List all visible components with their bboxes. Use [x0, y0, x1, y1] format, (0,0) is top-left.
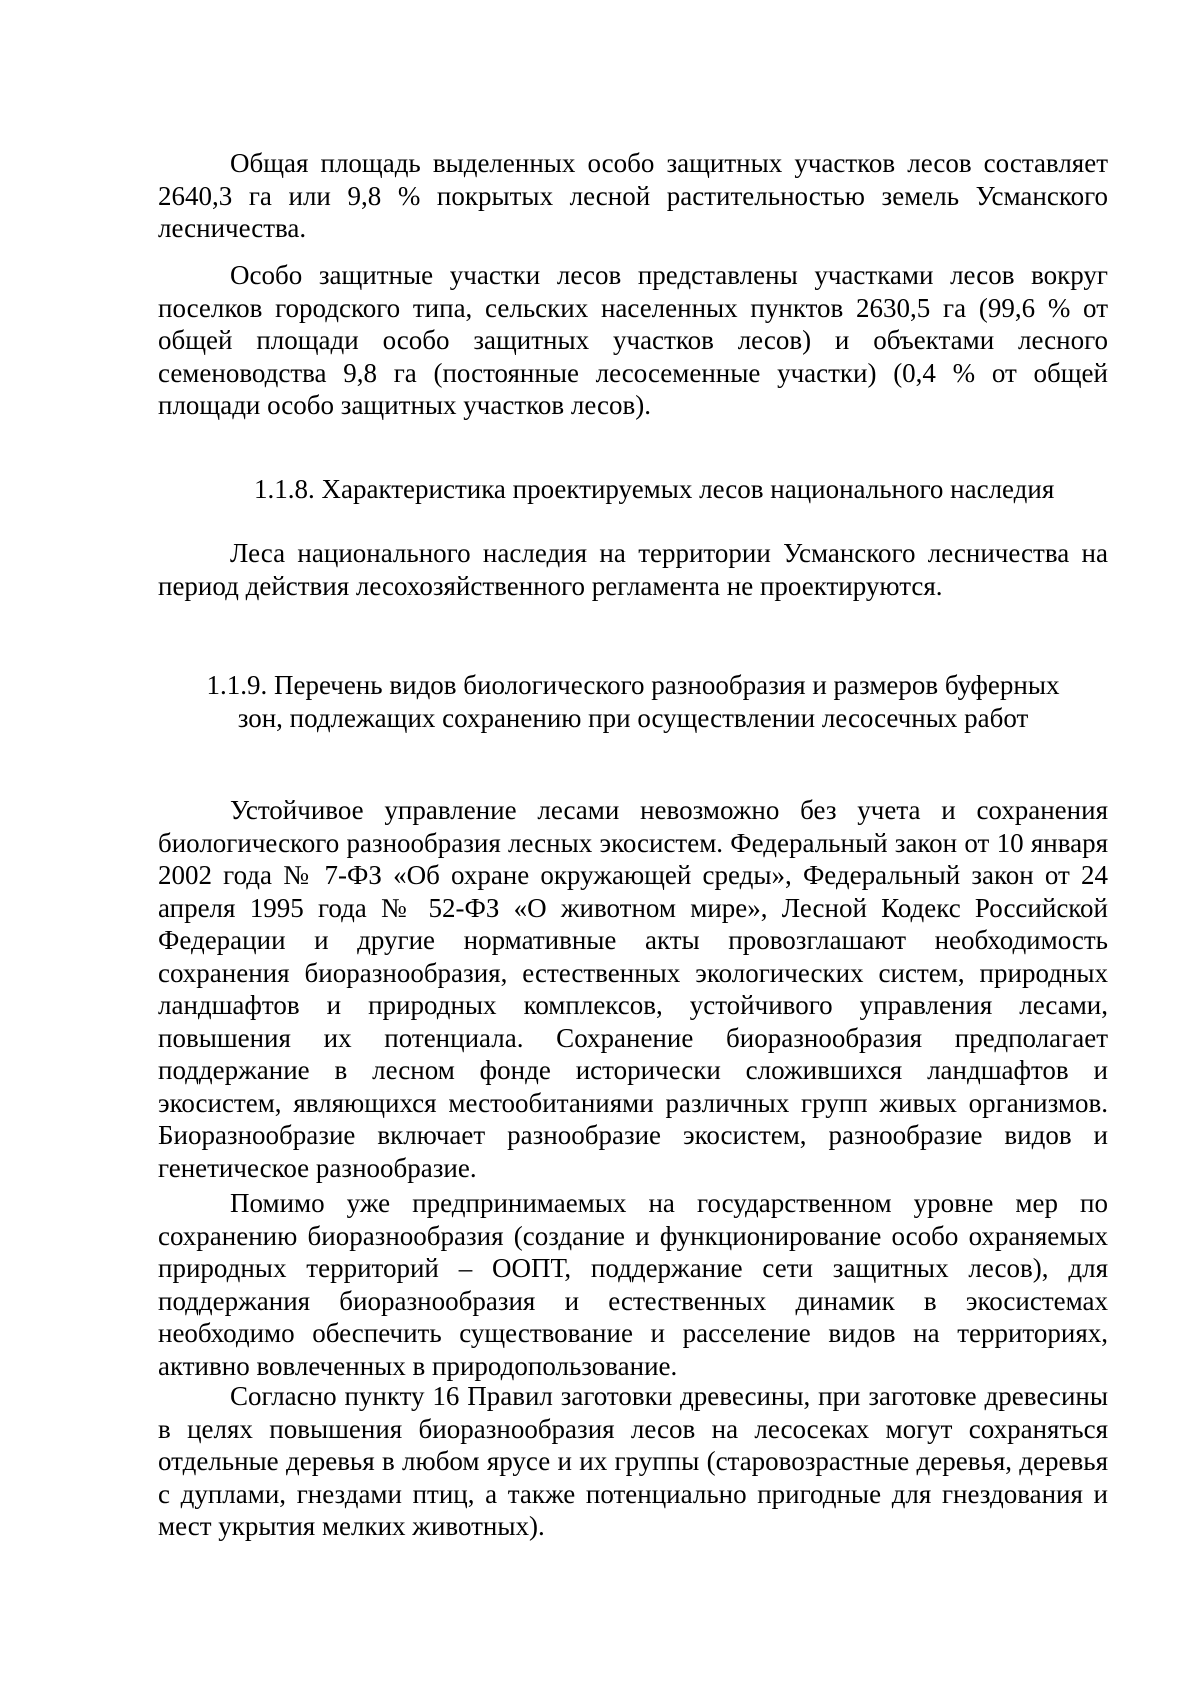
- paragraph-biodiversity-management: Устойчивое управление лесами невозможно без учета и сохранения биологического разнообразия лесных экосистем. Федеральный закон от 10 января 2002 года № 7-ФЗ «Об охране окружающей среды», Федеральный закон от 24 апреля 1995 года № 52-ФЗ «О животном мире», Лесной Кодекс Российской Федерации и другие нормативные акты провозглашают необходимость сохранения биоразнообразия, естественных экологических систем, природных ландшафтов и природных комплексов, устойчивого управления лесами, повышения их потенциала. Сохранение биоразнообразия предполагает поддержание в лесном фонде исторически сложившихся ландшафтов и экосистем, являющихся местообитаниями различных групп живых организмов. Биоразнообразие включает разнообразие экосистем, разнообразие видов и генетическое разнообразие.: [158, 795, 1108, 1183]
- paragraph-timber-harvest-rules: Согласно пункту 16 Правил заготовки древесины, при заготовке древесины в целях повышения биоразнообразия лесов на лесосеках могут сохраняться отдельные деревья в любом ярусе и их группы (старовозрастные деревья, деревья с дуплами, гнездами птиц, а также потенциально пригодные для гнездования и мест укрытия мелких животных).: [158, 1381, 1108, 1541]
- section-heading-1-1-9: 1.1.9. Перечень видов биологического разнообразия и размеров буферных зон, подлежащих сохранению при осуществлении лесосечных работ: [206, 670, 1060, 733]
- paragraph-national-heritage-forests: Леса национального наследия на территории Усманского лесничества на период действия лесохозяйственного регламента не проектируются.: [158, 538, 1108, 601]
- section-heading-1-1-8: 1.1.8. Характеристика проектируемых лесов национального наследия: [254, 474, 1055, 504]
- paragraph-protective-area-total: Общая площадь выделенных особо защитных участков лесов составляет 2640,3 га или 9,8 % покрытых лесной растительностью земель Усманского лесничества.: [158, 148, 1108, 243]
- paragraph-protective-area-composition: Особо защитные участки лесов представлены участками лесов вокруг поселков городского типа, сельских населенных пунктов 2630,5 га (99,6 % от общей площади особо защитных участков лесов) и объектами лесного семеноводства 9,8 га (постоянные лесосеменные участки) (0,4 % от общей площади особо защитных участков лесов).: [158, 260, 1108, 420]
- paragraph-biodiversity-measures: Помимо уже предпринимаемых на государственном уровне мер по сохранению биоразнообразия (создание и функционирование особо охраняемых природных территорий – ООПТ, поддержание сети защитных лесов), для поддержания биоразнообразия и естественных динамик в экосистемах необходимо обеспечить существование и расселение видов на территориях, активно вовлеченных в природопользование.: [158, 1188, 1108, 1381]
